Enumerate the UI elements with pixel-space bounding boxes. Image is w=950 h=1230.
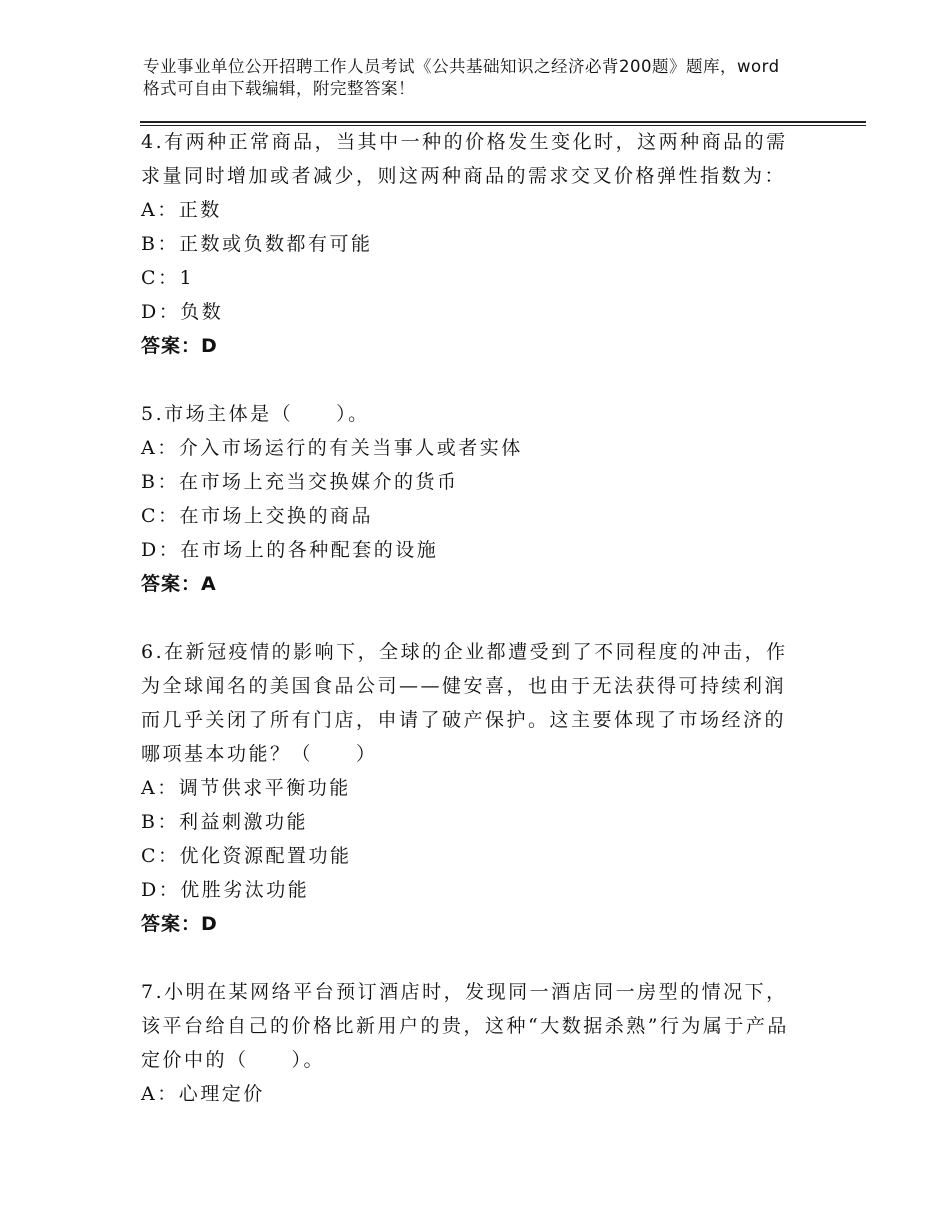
option-a: A：调节供求平衡功能 bbox=[141, 777, 351, 799]
question-list bbox=[141, 125, 801, 1111]
option-c: C：优化资源配置功能 bbox=[141, 845, 352, 867]
question-item bbox=[141, 635, 801, 941]
question-spacer bbox=[141, 363, 801, 397]
question-stem: 5.市场主体是（ ）。 bbox=[141, 403, 370, 425]
question-item bbox=[141, 975, 801, 1111]
answer-line: 答案：A bbox=[141, 573, 217, 595]
answer-line: 答案：D bbox=[141, 335, 218, 357]
option-c: C：在市场上交换的商品 bbox=[141, 505, 374, 527]
option-a: A：心理定价 bbox=[141, 1083, 265, 1105]
answer-line: 答案：D bbox=[141, 913, 218, 935]
option-c: C：1 bbox=[141, 267, 195, 289]
document-header bbox=[143, 56, 783, 100]
option-d: D：在市场上的各种配套的设施 bbox=[141, 539, 439, 561]
question-spacer bbox=[141, 941, 801, 975]
question-spacer bbox=[141, 601, 801, 635]
option-a: A：正数 bbox=[141, 199, 222, 221]
option-b: B：在市场上充当交换媒介的货币 bbox=[141, 471, 459, 493]
header-title: 专业事业单位公开招聘工作人员考试《公共基础知识之经济必背200题》题库，word格式可自由下载编辑，附完整答案！ bbox=[143, 57, 780, 98]
question-item bbox=[141, 397, 801, 601]
question-stem: 6.在新冠疫情的影响下，全球的企业都遭受到了不同程度的冲击，作为全球闻名的美国食品公司——健安喜，也由于无法获得可持续利润而几乎关闭了所有门店，申请了破产保护。这主要体现了市场经济的哪项基本功能？（ ） bbox=[141, 641, 788, 765]
option-b: B：利益刺激功能 bbox=[141, 811, 308, 833]
option-a: A：介入市场运行的有关当事人或者实体 bbox=[141, 437, 523, 459]
option-b: B：正数或负数都有可能 bbox=[141, 233, 373, 255]
question-stem: 7.小明在某网络平台预订酒店时，发现同一酒店同一房型的情况下，该平台给自己的价格比新用户的贵，这种“大数据杀熟”行为属于产品定价中的（ ）。 bbox=[141, 981, 789, 1071]
option-d: D：负数 bbox=[141, 301, 224, 323]
question-stem: 4.有两种正常商品，当其中一种的价格发生变化时，这两种商品的需求量同时增加或者减少，则这两种商品的需求交叉价格弹性指数为： bbox=[141, 131, 788, 187]
question-item bbox=[141, 125, 801, 363]
option-d: D：优胜劣汰功能 bbox=[141, 879, 310, 901]
